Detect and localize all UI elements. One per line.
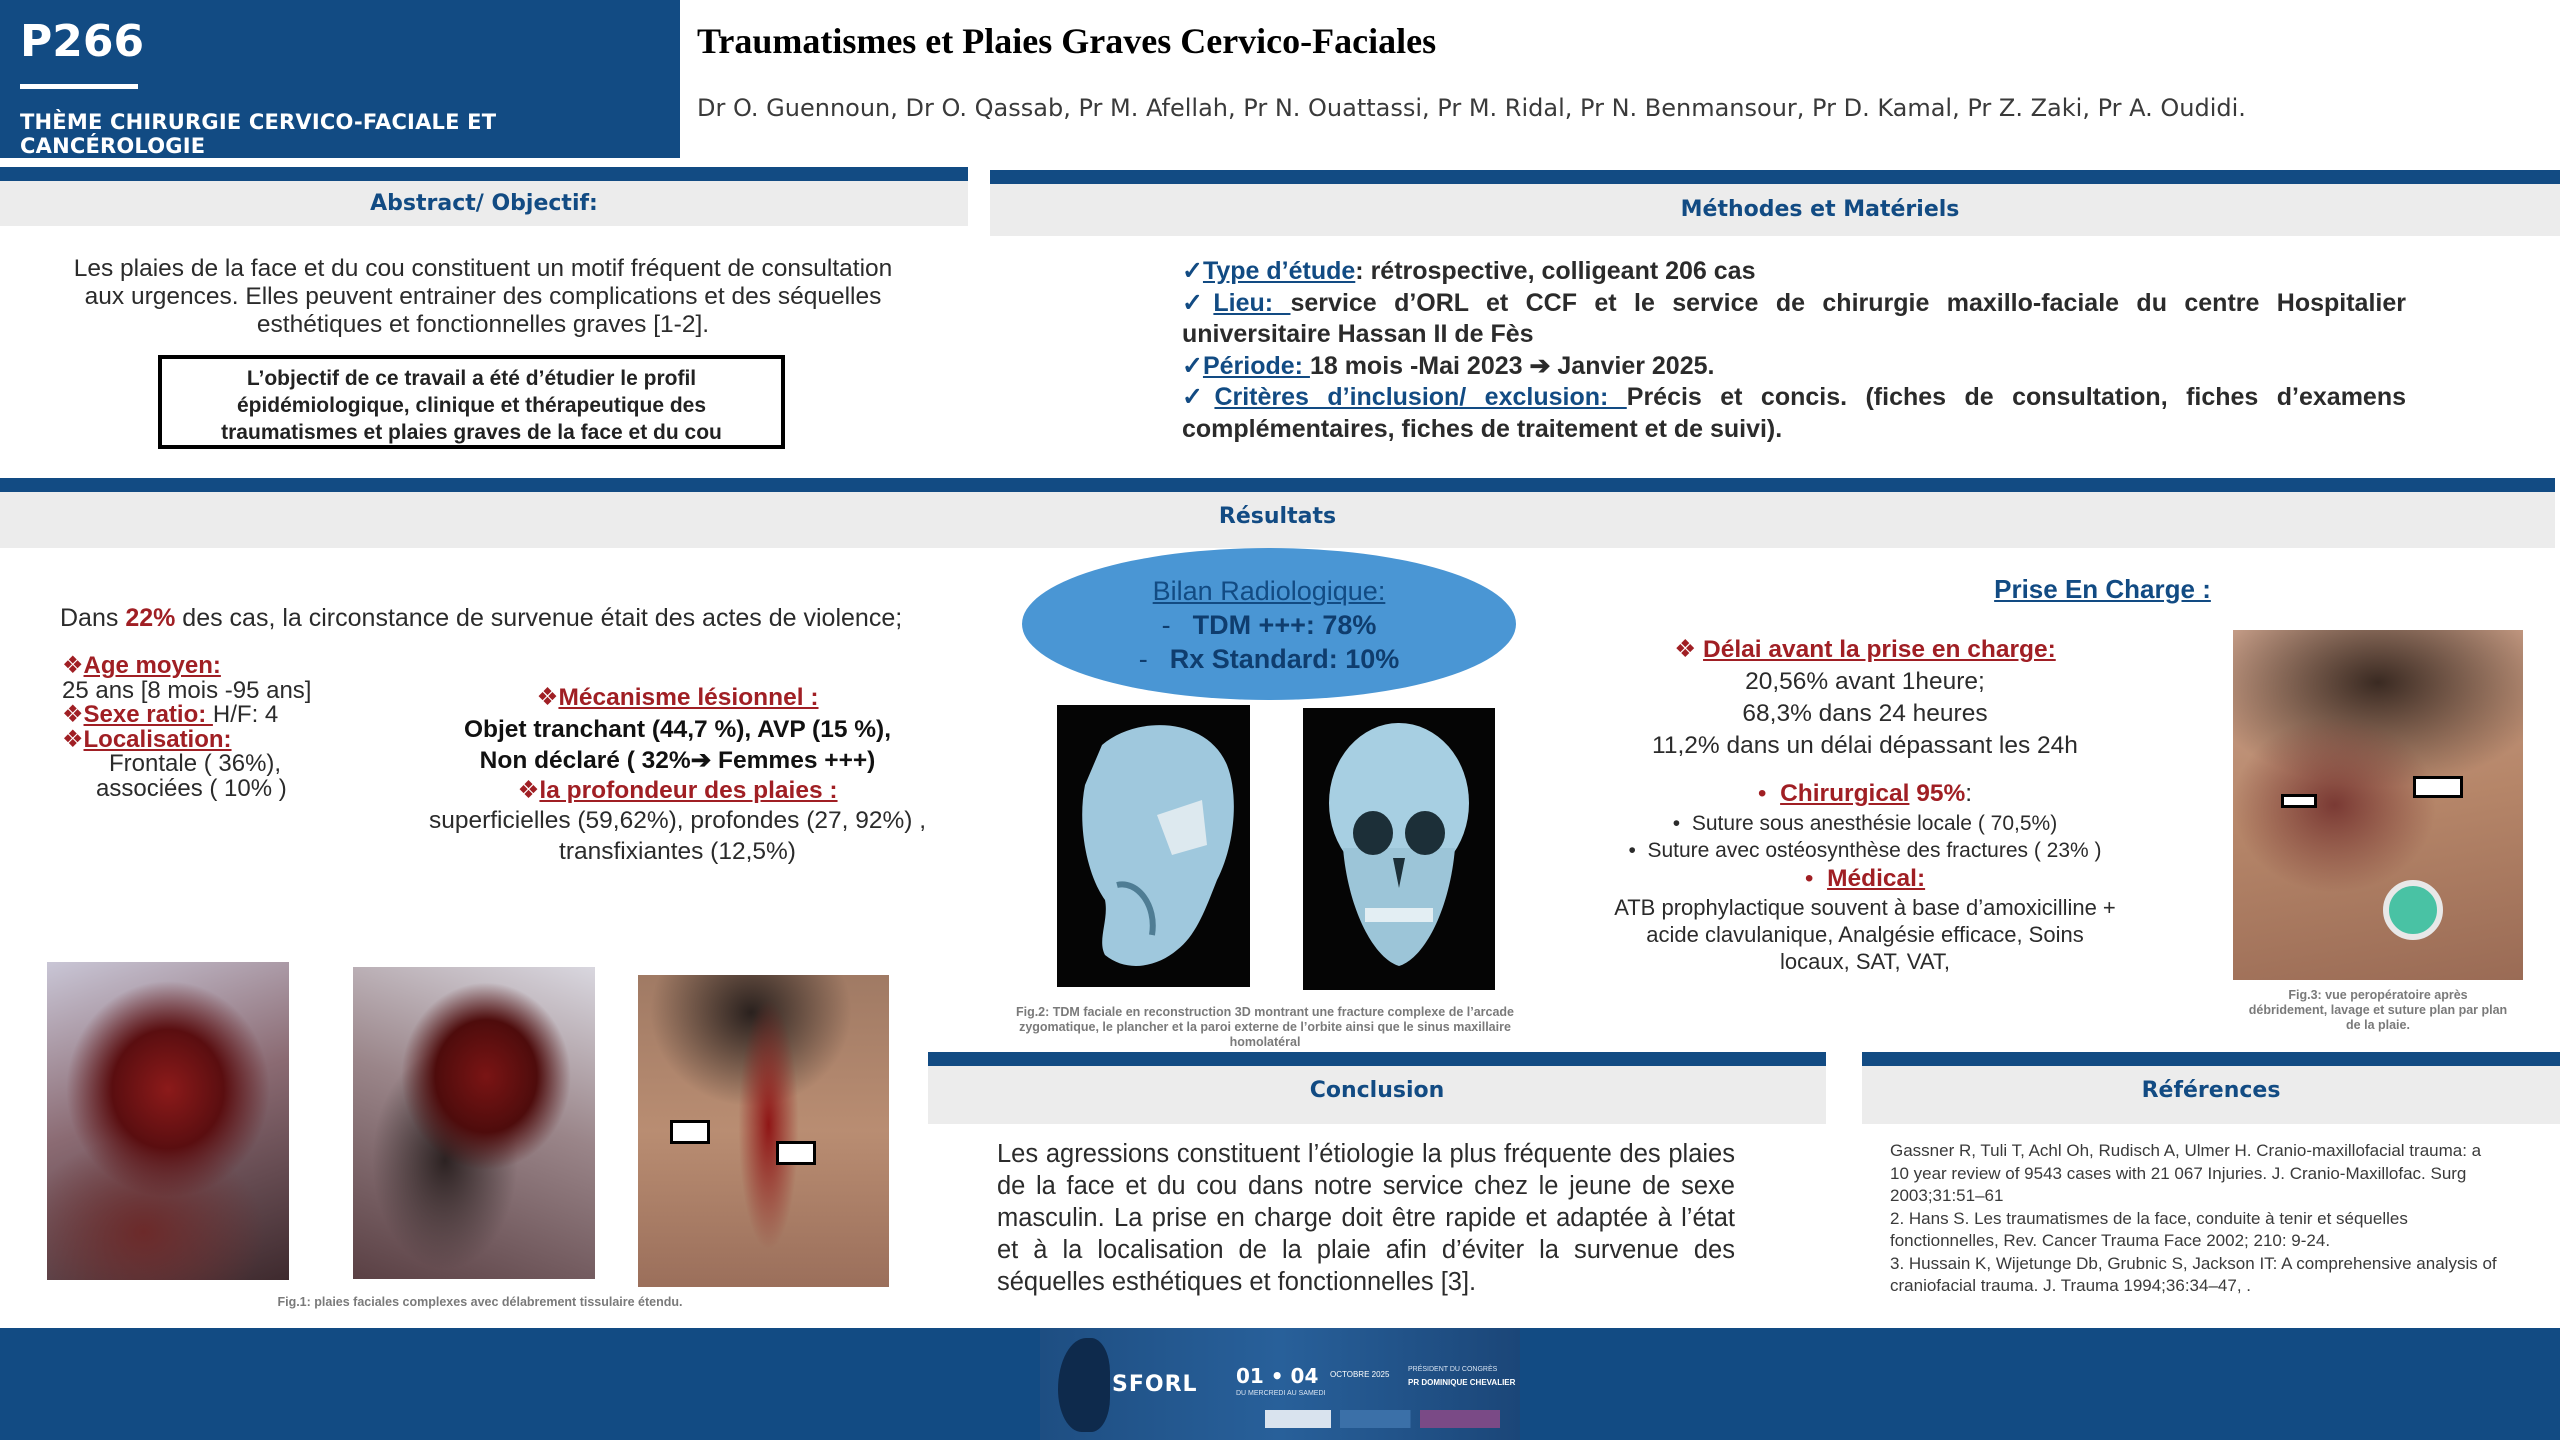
diamond-bullet-icon: ❖ <box>62 725 84 753</box>
bullet-icon: • <box>1672 812 1692 835</box>
president-name: PR DOMINIQUE CHEVALIER <box>1408 1378 1516 1387</box>
conclusion-bar <box>928 1052 1826 1066</box>
sforl-logo: SFORL <box>1112 1372 1198 1397</box>
sponsor-logos <box>1265 1410 1500 1428</box>
fig2-caption: Fig.2: TDM faciale en reconstruction 3D montrant une fracture complexe de l’arcade zygomatique, le plancher et la paroi externe de l’orbite ainsi que le sinus maxillaire homolatéral <box>1015 1005 1515 1049</box>
congress-dates: 01 • 04 <box>1236 1364 1319 1388</box>
references-list <box>1890 1140 2500 1298</box>
abstract-bar <box>0 167 968 181</box>
skull-lateral-icon <box>1057 705 1250 987</box>
congress-banner <box>1040 1328 1520 1440</box>
authors: Dr O. Guennoun, Dr O. Qassab, Pr M. Afellah, Pr N. Ouattassi, Pr M. Ridal, Pr N. Benmansour, Pr D. Kamal, Pr Z. Zaki, Pr A. Oudidi. <box>697 94 2246 122</box>
results-heading: Résultats <box>0 492 2555 548</box>
bullet-icon: • <box>1804 865 1828 892</box>
diamond-bullet-icon: ❖ <box>517 776 540 804</box>
eye-mask-right <box>776 1141 816 1165</box>
mechanism-block: ❖Mécanisme lésionnel : Objet tranchant (44,7 %), AVP (15 %), Non déclaré ( 32%➔ Femmes +++) ❖la profondeur des plaies : superficielles (59,62%), profondes (27, 92%) , transfixiantes (12,5%) <box>428 684 927 865</box>
congress-month: OCTOBRE 2025 <box>1330 1370 1390 1379</box>
check-icon: ✓ <box>1182 288 1214 317</box>
radiology-block: Bilan Radiologique: - TDM +++: 78% - Rx Standard: 10% <box>1022 574 1516 676</box>
reference-item: 2. Hans S. Les traumatismes de la face, conduite à tenir et séquelles fonctionnelles, Rev. Cancer Trauma Face 2002; 210: 9-24. <box>1890 1208 2408 1250</box>
intubation-tube-icon <box>2383 880 2443 940</box>
methods-list <box>1182 256 2406 445</box>
wound-photo-2 <box>353 967 595 1279</box>
check-icon: ✓ <box>1182 257 1203 285</box>
demographics: ❖Age moyen: 25 ans [8 mois -95 ans] ❖Sexe ratio: H/F: 4 ❖Localisation: Frontale ( 36%), associées ( 10% ) <box>62 652 312 802</box>
eye-mask-right <box>2413 776 2463 798</box>
president-label: PRÉSIDENT DU CONGRÈS <box>1408 1366 1498 1373</box>
diamond-bullet-icon: ❖ <box>1674 636 1704 663</box>
profile-silhouette-icon <box>1058 1338 1110 1432</box>
pec-block: ❖ Délai avant la prise en charge: 20,56% avant 1heure; 68,3% dans 24 heures 11,2% dans un délai dépassant les 24h • Chirurgical 95%: • Suture sous anesthésie locale ( 70,5%) • Suture avec ostéosynthèse des fractures ( 23% ) • Médical: ATB prophylactique souvent à base d’amoxicilline + acide clavulanique, Analgésie efficace, Soins locaux, SAT, VAT, <box>1614 636 2116 974</box>
radiology-item-tdm: - TDM +++: 78% <box>1161 610 1377 640</box>
header-code-box <box>0 0 680 158</box>
conclusion-text: Les agressions constituent l’étiologie la plus fréquente des plaies de la face et du cou dans notre service chez le jeune de sexe masculin. La prise en charge doit être rapide et adaptée à l’état et à la localisation de la plaie afin d’éviter la survenue des séquelles esthétiques et fonctionnelles [3]. <box>997 1140 1735 1296</box>
code-underline <box>20 84 138 89</box>
results-bar <box>0 478 2555 492</box>
perop-photo <box>2233 630 2523 980</box>
method-item-place: ✓Lieu: service d’ORL et CCF et le service de chirurgie maxillo-faciale du centre Hospitalier universitaire Hassan II de Fès <box>1182 288 2406 348</box>
poster-title: Traumatismes et Plaies Graves Cervico-Faciales <box>697 21 1437 61</box>
eye-mask-left <box>2281 794 2317 808</box>
check-icon: ✓ <box>1182 351 1203 380</box>
diamond-bullet-icon: ❖ <box>62 701 84 728</box>
conclusion-heading: Conclusion <box>928 1066 1826 1124</box>
wound-photo-1 <box>47 962 289 1280</box>
check-icon: ✓ <box>1182 383 1215 411</box>
theme-label: THÈME CHIRURGIE CERVICO-FACIALE ET CANCÉROLOGIE <box>20 110 497 158</box>
references-heading: Références <box>1862 1066 2560 1124</box>
methods-heading: Méthodes et Matériels <box>990 184 2560 236</box>
method-item-criteria: ✓Critères d’inclusion/ exclusion: Précis et concis. (fiches de consultation, fiches d’examens complémentaires, fiches de traitement et de suivi). <box>1182 383 2406 443</box>
skull-frontal-icon <box>1303 708 1495 990</box>
diamond-bullet-icon: ❖ <box>536 684 559 711</box>
method-item-type: ✓Type d’étude: rétrospective, colligeant 206 cas <box>1182 257 1756 285</box>
bullet-icon: • <box>1757 780 1781 807</box>
reference-item: 3. Hussain K, Wijetunge Db, Grubnic S, Jackson IT: A comprehensive analysis of craniofacial trauma. J. Trauma 1994;36:34–47, . <box>1890 1253 2497 1295</box>
pec-title: Prise En Charge : <box>1994 574 2211 604</box>
abstract-heading: Abstract/ Objectif: <box>0 181 968 226</box>
bullet-icon: • <box>1628 839 1648 862</box>
ct-scan-lateral <box>1057 705 1250 987</box>
ct-scan-frontal <box>1303 708 1495 990</box>
poster-code: P266 <box>20 16 145 67</box>
footer-band <box>0 1328 2560 1440</box>
method-item-period: ✓Période: 18 mois -Mai 2023 ➔ Janvier 2025. <box>1182 351 1715 380</box>
violence-text: Dans 22% des cas, la circonstance de survenue était des actes de violence; <box>60 604 903 632</box>
abstract-text: Les plaies de la face et du cou constituent un motif fréquent de consultation aux urgences. Elles peuvent entrainer des complications et des séquelles esthétiques et fonctionnelles graves [1-2]. <box>73 255 893 338</box>
fig3-caption: Fig.3: vue peropératoire après débridement, lavage et suture plan par plan de la plaie. <box>2248 988 2508 1032</box>
wound-photo-3 <box>638 975 889 1287</box>
objective-box: L’objectif de ce travail a été d’étudier le profil épidémiologique, clinique et thérapeutique des traumatismes et plaies graves de la face et du cou <box>158 355 785 449</box>
methods-bar <box>990 170 2560 184</box>
radiology-item-rx: - Rx Standard: 10% <box>1138 644 1400 674</box>
congress-days: DU MERCREDI AU SAMEDI <box>1236 1390 1326 1397</box>
fig1-caption: Fig.1: plaies faciales complexes avec délabrement tissulaire étendu. <box>277 1295 683 1309</box>
reference-item: Gassner R, Tuli T, Achl Oh, Rudisch A, Ulmer H. Cranio-maxillofacial trauma: a 10 year review of 9543 cases with 21 067 Injuries. J. Cranio-Maxillofac. Surg 2003;31:51–61 <box>1890 1141 2482 1205</box>
eye-mask-left <box>670 1120 710 1144</box>
references-bar <box>1862 1052 2560 1066</box>
diamond-bullet-icon: ❖ <box>62 652 84 679</box>
